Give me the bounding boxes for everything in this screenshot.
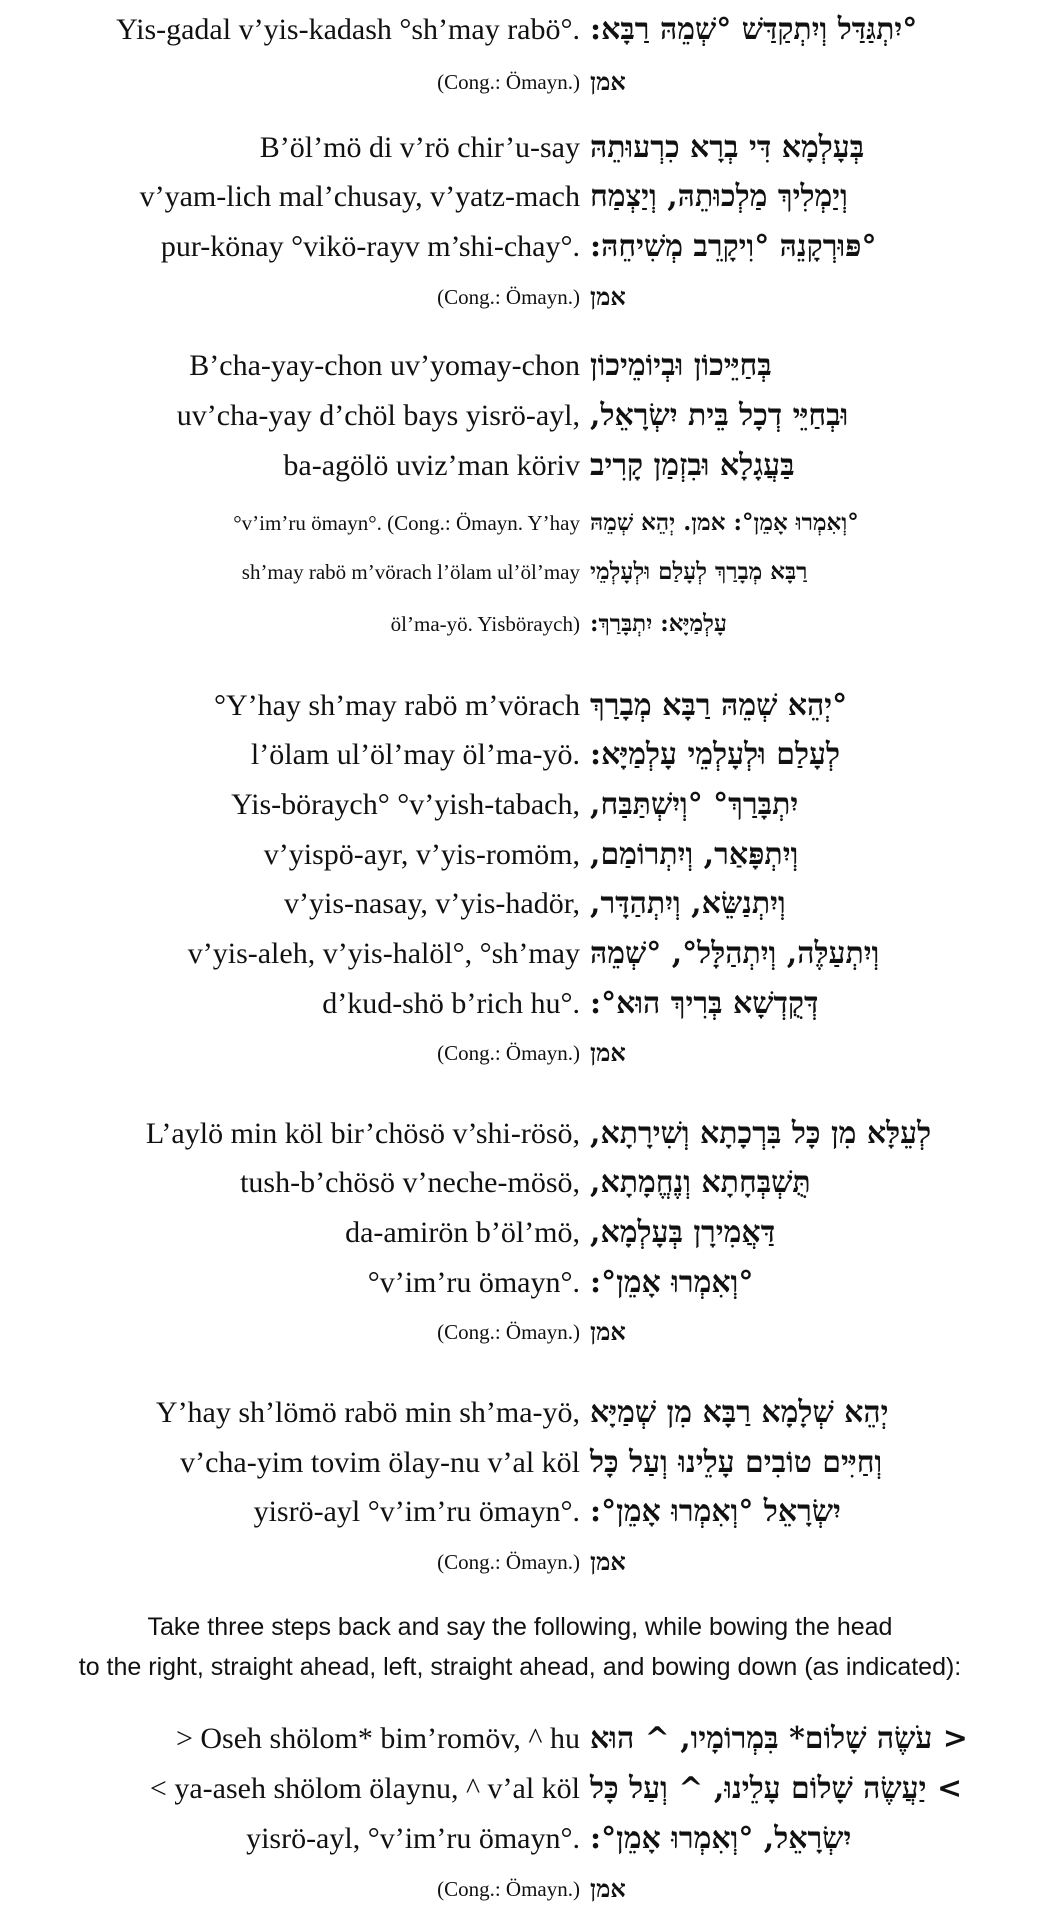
transliteration-text: v’yispö-ayr, v’yis-romöm, [263,838,580,871]
congregation-response-hebrew: אמן [590,1317,626,1346]
hebrew-text: וּבְחַיֵּי דְכָל בֵּית יִשְׂרָאֵל, [590,398,849,433]
hebrew-text: בְּחַיֵּיכוֹן וּבְיוֹמֵיכוֹן [590,348,772,383]
prayer-line [0,8,1040,52]
transliteration-text: B’cha-yay-chon uv’yomay-chon [189,349,580,382]
transliteration-text: L’aylö min köl bir’chösö v’shi-rösö, [145,1117,580,1150]
transliteration-text: yisrö-ayl °v’im’ru ömayn°. [253,1495,580,1528]
prayer-line [0,1490,1040,1534]
congregation-response-transliteration: (Cong.: Ömayn.) [437,1550,580,1574]
transliteration-text: öl’ma-yö. Yisböraych) [390,612,580,636]
hebrew-text: יִשְׂרָאֵל °וְאִמְרוּ אָמֵן°: [590,1494,841,1529]
congregation-response [0,1031,1040,1075]
transliteration-text: Y’hay sh’lömö rabö min sh’ma-yö, [155,1396,580,1429]
congregation-response-transliteration: (Cong.: Ömayn.) [437,70,580,94]
hebrew-text: לְעָלַם וּלְעָלְמֵי עָלְמַיָּא: [590,737,841,772]
transliteration-text: Yis-böraych° °v’yish-tabach, [231,788,580,821]
prayer-line [0,175,1040,219]
hebrew-text: רַבָּא מְבָרַךְ לְעָלַם וּלְעָלְמֵי [590,558,808,585]
congregation-response-hebrew: אמן [590,1547,626,1576]
hebrew-text: °וְאִמְרוּ אָמֵן°: אמן. יְהֵא שְׁמֵהּ [590,509,859,536]
prayer-line [0,684,1040,728]
hebrew-text: °פּוּרְקָנֵהּ °וִיקָרֵב מְשִׁיחֵהּ: [590,229,877,264]
transliteration-text: v’cha-yim tovim ölay-nu v’al köl [180,1446,580,1479]
congregation-response [0,1310,1040,1354]
prayer-line [0,982,1040,1026]
prayer-line [0,882,1040,926]
transliteration-text: pur-könay °vikö-rayv m’shi-chay°. [160,230,580,263]
transliteration-text: v’yis-nasay, v’yis-hadör, [284,887,580,920]
prayer-line [0,1391,1040,1435]
hebrew-text: °יְהֵא שְׁמֵהּ רַבָּא מְבָרַךְ [590,688,848,723]
hebrew-text: וְיִתְפָּאַר, וְיִתְרוֹמַם, [590,837,799,872]
hebrew-text: °יִתְגַּדַּל וְיִתְקַדַּשׁ °שְׁמֵהּ רַבָּא: [590,12,918,47]
hebrew-text: לְעֵלָּא מִן כָּל בִּרְכָתָא וְשִׁירָתָא, [590,1116,932,1151]
congregation-response [0,60,1040,104]
hebrew-text: דַּאֲמִירָן בְּעָלְמָא, [590,1215,776,1250]
hebrew-text: וְיִתְנַשֵּׂא, וְיִתְהַדָּר, [590,886,786,921]
congregation-response-transliteration: (Cong.: Ömayn.) [437,1877,580,1901]
hebrew-text: בְּעָלְמָא דִּי בְרָא כִרְעוּתֵהּ [590,130,865,165]
prayer-line [0,833,1040,877]
prayer-line [0,344,1040,388]
congregation-response-transliteration: (Cong.: Ömayn.) [437,1041,580,1065]
transliteration-text: l’ölam ul’öl’may öl’ma-yö. [250,738,580,771]
transliteration-text: v’yam-lich mal’chusay, v’yatz-mach [139,180,580,213]
prayer-line [0,1441,1040,1485]
congregation-response [0,275,1040,319]
prayer-line [0,225,1040,269]
congregation-response-hebrew: אמן [590,1874,626,1903]
hebrew-text: וְחַיִּים טוֹבִים עָלֵינוּ וְעַל כָּל [590,1445,883,1480]
congregation-response-hebrew: אמן [590,1038,626,1067]
hebrew-text: > יַעֲשֶׂה שָׁלוֹם עָלֵינוּ, ^ וְעַל כָּל [590,1771,963,1806]
congregation-response [0,1540,1040,1584]
transliteration-text: d’kud-shö b’rich hu°. [322,987,580,1020]
congregation-response-hebrew: אמן [590,67,626,96]
hebrew-text: יִתְבָּרַךְ° °וְיִשְׁתַּבַּח, [590,787,799,822]
hebrew-text: וְיִתְעַלֶּה, וְיִתְהַלָּל°, °שְׁמֵהּ [590,936,880,971]
transliteration-text: yisrö-ayl, °v’im’ru ömayn°. [246,1822,580,1855]
instruction-line-1: Take three steps back and say the following, while bowing the head [147,1613,893,1641]
prayer-line [0,733,1040,777]
hebrew-text: וְיַמְלִיךְ מַלְכוּתֵהּ, וְיַצְמַח [590,179,848,214]
transliteration-text: ba-agölö uviz’man köriv [283,449,580,482]
transliteration-text: °v’im’ru ömayn°. (Cong.: Ömayn. Y’hay [233,511,580,535]
transliteration-text: uv’cha-yay d’chöl bays yisrö-ayl, [176,399,580,432]
prayer-line [0,932,1040,976]
prayer-line [0,1817,1040,1861]
congregation-response [0,602,1040,646]
hebrew-text: °וְאִמְרוּ אָמֵן°: [590,1265,754,1300]
transliteration-text: v’yis-aleh, v’yis-halöl°, °sh’may [187,937,580,970]
transliteration-text: tush-b’chösö v’neche-mösö, [240,1166,580,1199]
prayer-line [0,444,1040,488]
transliteration-text: °v’im’ru ömayn°. [367,1266,580,1299]
hebrew-text: עָלְמַיָּא: יִתְבָּרַךְ: [590,610,727,637]
hebrew-text: בַּעֲגָלָא וּבִזְמַן קָרִיב [590,448,795,483]
congregation-response-transliteration: (Cong.: Ömayn.) [437,1320,580,1344]
prayer-line [0,126,1040,170]
transliteration-text: B’öl’mö di v’rö chir’u-say [259,131,580,164]
transliteration-text: > Oseh shölom* bim’romöv, ^ hu [175,1722,580,1755]
hebrew-text: יִשְׂרָאֵל, °וְאִמְרוּ אָמֵן°: [590,1821,852,1856]
prayer-line [0,1161,1040,1205]
transliteration-text: < ya-aseh shölom ölaynu, ^ v’al köl [149,1772,580,1805]
congregation-response [0,1867,1040,1911]
transliteration-text: da-amirön b’öl’mö, [345,1216,580,1249]
congregation-response [0,550,1040,594]
transliteration-text: °Y’hay sh’may rabö m’vörach [213,689,580,722]
hebrew-text: < עֹשֶׂה שָׁלוֹם* בִּמְרוֹמָיו, ^ הוּא [590,1721,968,1756]
hebrew-text: יְהֵא שְׁלָמָא רַבָּא מִן שְׁמַיָּא [590,1395,889,1430]
prayer-line [0,1717,1040,1761]
hebrew-text: דְּקֻדְשָׁא בְּרִיךְ הוּא°: [590,986,819,1021]
congregation-response [0,501,1040,545]
prayer-line [0,1767,1040,1811]
instruction-line-2: to the right, straight ahead, left, straight ahead, and bowing down (as indicated): [78,1653,962,1681]
prayer-line [0,783,1040,827]
prayer-line [0,394,1040,438]
transliteration-text: Yis-gadal v’yis-kadash °sh’may rabö°. [116,13,580,46]
congregation-response-transliteration: (Cong.: Ömayn.) [437,285,580,309]
hebrew-text: תֻּשְׁבְּחָתָא וְנֶחֱמָתָא, [590,1165,811,1200]
prayer-line [0,1211,1040,1255]
prayer-line [0,1112,1040,1156]
prayer-line [0,1261,1040,1305]
congregation-response-hebrew: אמן [590,282,626,311]
transliteration-text: sh’may rabö m’vörach l’ölam ul’öl’may [241,560,580,584]
